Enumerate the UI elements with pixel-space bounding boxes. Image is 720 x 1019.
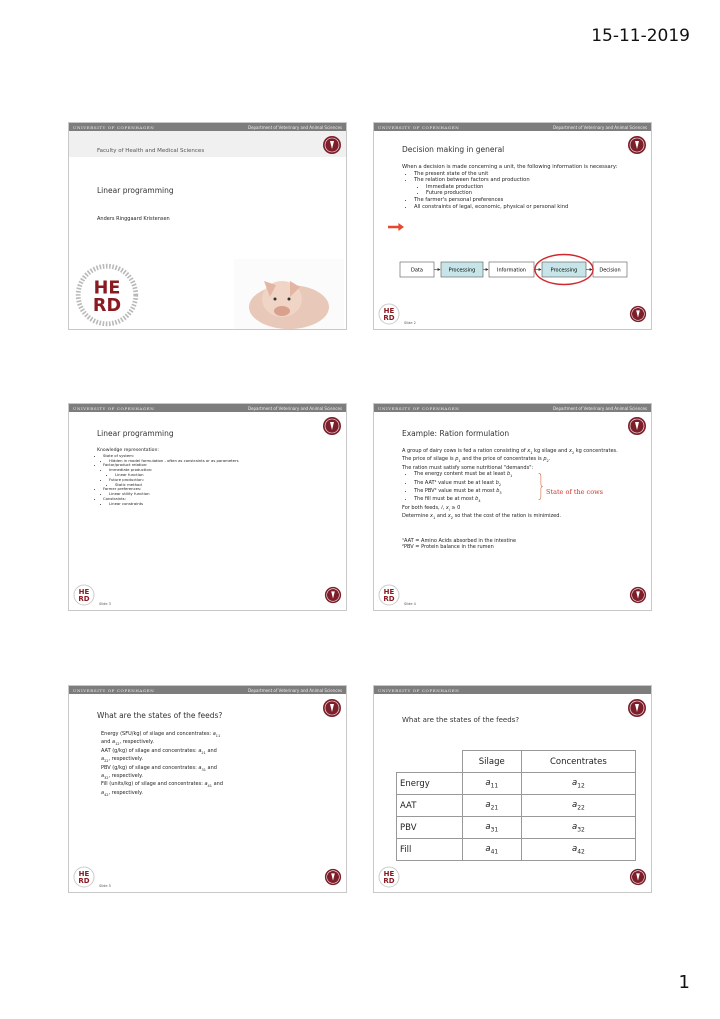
table-cell: $a_{22}$ [521, 795, 635, 817]
slide-number: Slide 4 [404, 602, 416, 606]
flow-label: Decision [599, 267, 621, 274]
university-seal-icon [324, 868, 342, 886]
svg-text:RD: RD [383, 314, 395, 322]
table-cell: $a_{21}$ [462, 795, 521, 817]
herd-logo-icon [378, 303, 400, 325]
slide-4 [373, 403, 652, 611]
flow-label: Processing [448, 267, 476, 274]
university-name: UNIVERSITY OF COPENHAGEN [378, 687, 460, 693]
herd-logo-icon [378, 866, 400, 888]
table-cell: $a_{31}$ [462, 817, 521, 839]
university-name: UNIVERSITY OF COPENHAGEN [73, 405, 155, 411]
intro-text: When a decision is made concerning a unit, the following information is necessary: [402, 164, 618, 170]
slide-3-body: Knowledge representation: • State of system: • Hidden in model formulation - often as constraints or as parameters • Factor/product relation: • Immediate production: • Linear function • Future production: • Static method • Farmer preferences: • Linear utility function • Constraints: • Linear constraints [97, 449, 334, 507]
slide-4-title: Example: Ration formulation [402, 429, 510, 438]
department-name: Department of Veterinary and Animal Sciences [552, 405, 647, 411]
footnote: ¹AAT = Amino Acids absorbed in the intestine [402, 537, 517, 544]
row-header: AAT [397, 795, 463, 817]
slide-4-body: A group of dairy cows is fed a ration consisting of $x_1$ kg silage and $x_2$ kg concentrates. The price of silage is $p_1$ and the price of concentrates is $p_2$. The ration must satisfy some nutritional "demands": • The energy content must be at least $b_1$ • The AAT¹ value must be at least $b_2$ • The PBV² value must be at most $b_3$ • The fill must be at most $b_4$ For both feeds, i, $x_i \ge 0$ Determine $x_1$ and $x_2$ so that the cost of the ration is minimized. ¹AAT = Amino Acids absorbed in the intestine ²PBV = Protein balance in the rumen [402, 448, 639, 550]
slide-6-title: What are the states of the feeds? [402, 716, 520, 724]
university-name: UNIVERSITY OF COPENHAGEN [73, 687, 155, 693]
university-name: UNIVERSITY OF COPENHAGEN [378, 405, 460, 411]
table-cell: $a_{42}$ [521, 839, 635, 861]
herd-logo-icon [378, 584, 400, 606]
sub-bullet: • Immediate production [426, 184, 639, 191]
university-seal-icon [322, 698, 342, 718]
department-name: Department of Veterinary and Animal Sciences [247, 405, 342, 411]
svg-text:HE: HE [78, 588, 90, 596]
svg-text:HE: HE [78, 870, 90, 878]
herd-logo-icon [73, 866, 95, 888]
slide-1 [68, 122, 347, 330]
university-name: UNIVERSITY OF COPENHAGEN [378, 124, 460, 130]
university-seal-icon [627, 698, 647, 718]
flow-label: Processing [550, 267, 578, 274]
herd-logo-icon [73, 584, 95, 606]
slide-5-body: Energy (SFU/kg) of silage and concentrates: $a_{11}$ and $a_{12}$, respectively. AAT (g/kg) of silage and concentrates: $a_{21}$ and $a_{22}$, respectively. PBV (g/kg) of silage and concentrates: $a_{31}$ and $a_{32}$, respectively. Fill (units/kg) of silage and concentrates: $a_{41}$ and $a_{42}$, respectively. [101, 731, 224, 797]
table-row [397, 751, 636, 773]
table-cell: $a_{32}$ [521, 817, 635, 839]
piglet-photo [234, 259, 344, 329]
row-header: PBV [397, 817, 463, 839]
svg-text:HE: HE [383, 870, 395, 878]
university-seal-icon [627, 135, 647, 155]
table-cell: $a_{11}$ [462, 773, 521, 795]
column-header: Silage [462, 751, 521, 773]
university-seal-icon [627, 416, 647, 436]
table-cell: $a_{41}$ [462, 839, 521, 861]
slide-3 [68, 403, 347, 611]
footnote: ²PBV = Protein balance in the rumen [402, 544, 494, 551]
table-cell [397, 751, 463, 773]
svg-text:RD: RD [78, 595, 90, 603]
bullet: • All constraints of legal, economic, physical or personal kind [414, 204, 639, 211]
department-name: Department of Veterinary and Animal Sciences [247, 687, 342, 693]
svg-text:RD: RD [78, 877, 90, 885]
svg-text:RD: RD [92, 296, 122, 316]
author-name: Anders Ringgaard Kristensen [97, 216, 170, 222]
feeds-table [396, 750, 636, 861]
university-seal-icon [322, 135, 342, 155]
table-row [397, 795, 636, 817]
university-seal-icon [324, 586, 342, 604]
slide-5 [68, 685, 347, 893]
herd-logo-icon [75, 263, 139, 327]
table-row [397, 773, 636, 795]
row-header: Fill [397, 839, 463, 861]
brace-icon [537, 473, 543, 500]
sub-bullet: • Future production [426, 190, 639, 197]
bullet: • The present state of the unit [414, 171, 639, 178]
svg-text:RD: RD [383, 877, 395, 885]
flow-label: Information [497, 267, 526, 274]
university-seal-icon [629, 586, 647, 604]
university-name: UNIVERSITY OF COPENHAGEN [73, 124, 155, 130]
slide-2-title: Decision making in general [402, 145, 505, 154]
svg-text:RD: RD [383, 595, 395, 603]
svg-text:HE: HE [93, 278, 121, 299]
slide-2 [373, 122, 652, 330]
svg-text:HE: HE [383, 307, 395, 315]
university-seal-icon [629, 868, 647, 886]
flow-label: Data [411, 267, 423, 274]
state-annotation: State of the cows [546, 488, 604, 496]
row-header: Energy [397, 773, 463, 795]
decision-flow-diagram [374, 249, 651, 289]
slide-3-title: Linear programming [97, 429, 174, 438]
table-row [397, 817, 636, 839]
arrow-right-icon [388, 223, 404, 231]
department-name: Department of Veterinary and Animal Sciences [552, 124, 647, 130]
column-header: Concentrates [521, 751, 635, 773]
table-row [397, 839, 636, 861]
table-cell: $a_{12}$ [521, 773, 635, 795]
university-seal-icon [322, 416, 342, 436]
bullet: • The farmer's personal preferences [414, 197, 639, 204]
slide-2-body [402, 164, 639, 210]
svg-text:HE: HE [383, 588, 395, 596]
slide-number: Slide 3 [99, 602, 111, 606]
university-seal-icon [629, 305, 647, 323]
slide-5-title: What are the states of the feeds? [97, 711, 223, 720]
faculty-name: Faculty of Health and Medical Sciences [97, 148, 205, 154]
page-date: 15-11-2019 [591, 26, 690, 46]
slide-6 [373, 685, 652, 893]
kr-heading: Knowledge representation: [97, 448, 159, 453]
slide-number: Slide 2 [404, 321, 416, 325]
slide-1-title: Linear programming [97, 186, 174, 195]
department-name: Department of Veterinary and Animal Sciences [247, 124, 342, 130]
bullet: • The relation between factors and production • Immediate production • Future production [414, 177, 639, 197]
page-number: 1 [678, 972, 690, 993]
slide-number: Slide 5 [99, 884, 111, 888]
